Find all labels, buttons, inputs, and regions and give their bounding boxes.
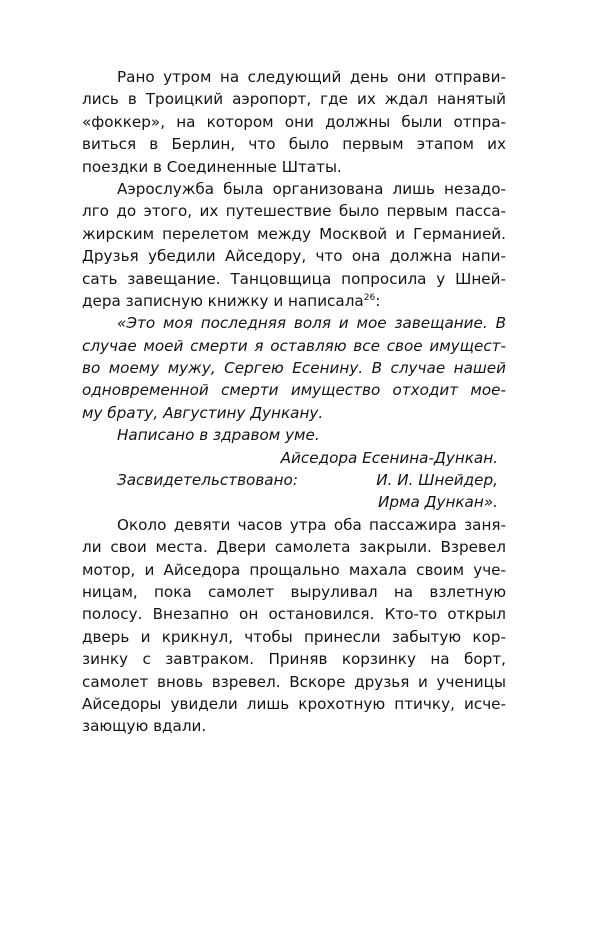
line-tail: : (375, 291, 381, 310)
line-text: сать завещание. Танцовщица попросила у Шней- (82, 269, 506, 288)
line-text: ницам, пока самолет выруливал на взлетную (82, 582, 506, 601)
text-line (82, 424, 506, 446)
line-text: поездки в Соединенные Штаты. (82, 157, 342, 176)
text-line (82, 111, 506, 133)
text-line (82, 447, 506, 469)
text-line (82, 469, 506, 491)
text-line (82, 379, 506, 401)
line-text: зинку с завтраком. Приняв корзинку на борт, (82, 650, 506, 669)
line-text: во моему мужу, Сергею Есенину. В случае нашей (82, 359, 506, 378)
text-line (82, 648, 506, 670)
text-line (82, 312, 506, 334)
text-line (82, 156, 506, 178)
line-text: зающую вдали. (82, 717, 207, 736)
text-line (82, 133, 506, 155)
text-line (82, 200, 506, 222)
text-line (82, 223, 506, 245)
text-line (82, 603, 506, 625)
text-line (82, 671, 506, 693)
footnote-marker: 26 (363, 292, 376, 303)
line-text: лго до этого, их путешествие было первым пасса- (82, 202, 506, 221)
text-line (82, 626, 506, 648)
line-text: ли свои места. Двери самолета закрыли. Взревел (82, 538, 506, 557)
line-text: мотор, и Айседора прощально махала своим уче- (82, 560, 506, 579)
text-line (82, 245, 506, 267)
line-text: полосу. Внезапно он остановился. Кто-то открыл (82, 605, 506, 624)
witness-name: И. И. Шнейдер, (376, 471, 498, 490)
line-text: Засвидетельствовано: (117, 471, 298, 490)
book-page-text (82, 66, 506, 738)
line-text: случае моей смерти я оставляю все свое имущест- (82, 336, 506, 355)
text-line (82, 290, 506, 312)
text-line (82, 693, 506, 715)
text-line (82, 536, 506, 558)
line-text: «Это моя последняя воля и мое завещание. В (117, 314, 506, 333)
line-text: Друзья убедили Айседору, что она должна напи- (82, 247, 506, 266)
line-text: виться в Берлин, что было первым этапом их (82, 135, 506, 154)
line-text: лись в Троицкий аэропорт, где их ждал нанятый (82, 90, 506, 109)
text-line (82, 335, 506, 357)
line-text: Написано в здравом уме. (117, 426, 320, 445)
line-text: одновременной смерти имущество отходит мое- (82, 381, 506, 400)
line-text: Айседора Есенина-Дункан. (280, 448, 498, 467)
text-line (82, 715, 506, 737)
line-text: «фоккер», на котором они должны были отпра- (82, 112, 506, 131)
line-text: дера записную книжку и написала (82, 291, 364, 310)
text-line (82, 559, 506, 581)
line-text: му брату, Августину Дункану. (82, 403, 324, 422)
line-text: Айседоры увидели лишь крохотную птичку, исче- (82, 694, 506, 713)
text-line (82, 88, 506, 110)
line-text: жирским перелетом между Москвой и Германией. (82, 224, 506, 243)
line-text: Ирма Дункан». (378, 493, 498, 512)
line-text: дверь и крикнул, чтобы принесли забытую кор- (82, 627, 506, 646)
text-line (82, 268, 506, 290)
text-line (82, 514, 506, 536)
text-line (82, 491, 506, 513)
text-line (82, 402, 506, 424)
line-text: Аэрослужба была организована лишь незадо- (117, 179, 506, 198)
line-text: Около девяти часов утра оба пассажира заня- (117, 515, 506, 534)
text-line (82, 581, 506, 603)
text-line (82, 357, 506, 379)
line-text: самолет вновь взревел. Вскоре друзья и ученицы (82, 672, 506, 691)
text-line (82, 66, 506, 88)
text-line (82, 178, 506, 200)
line-text: Рано утром на следующий день они отправи- (117, 68, 506, 86)
